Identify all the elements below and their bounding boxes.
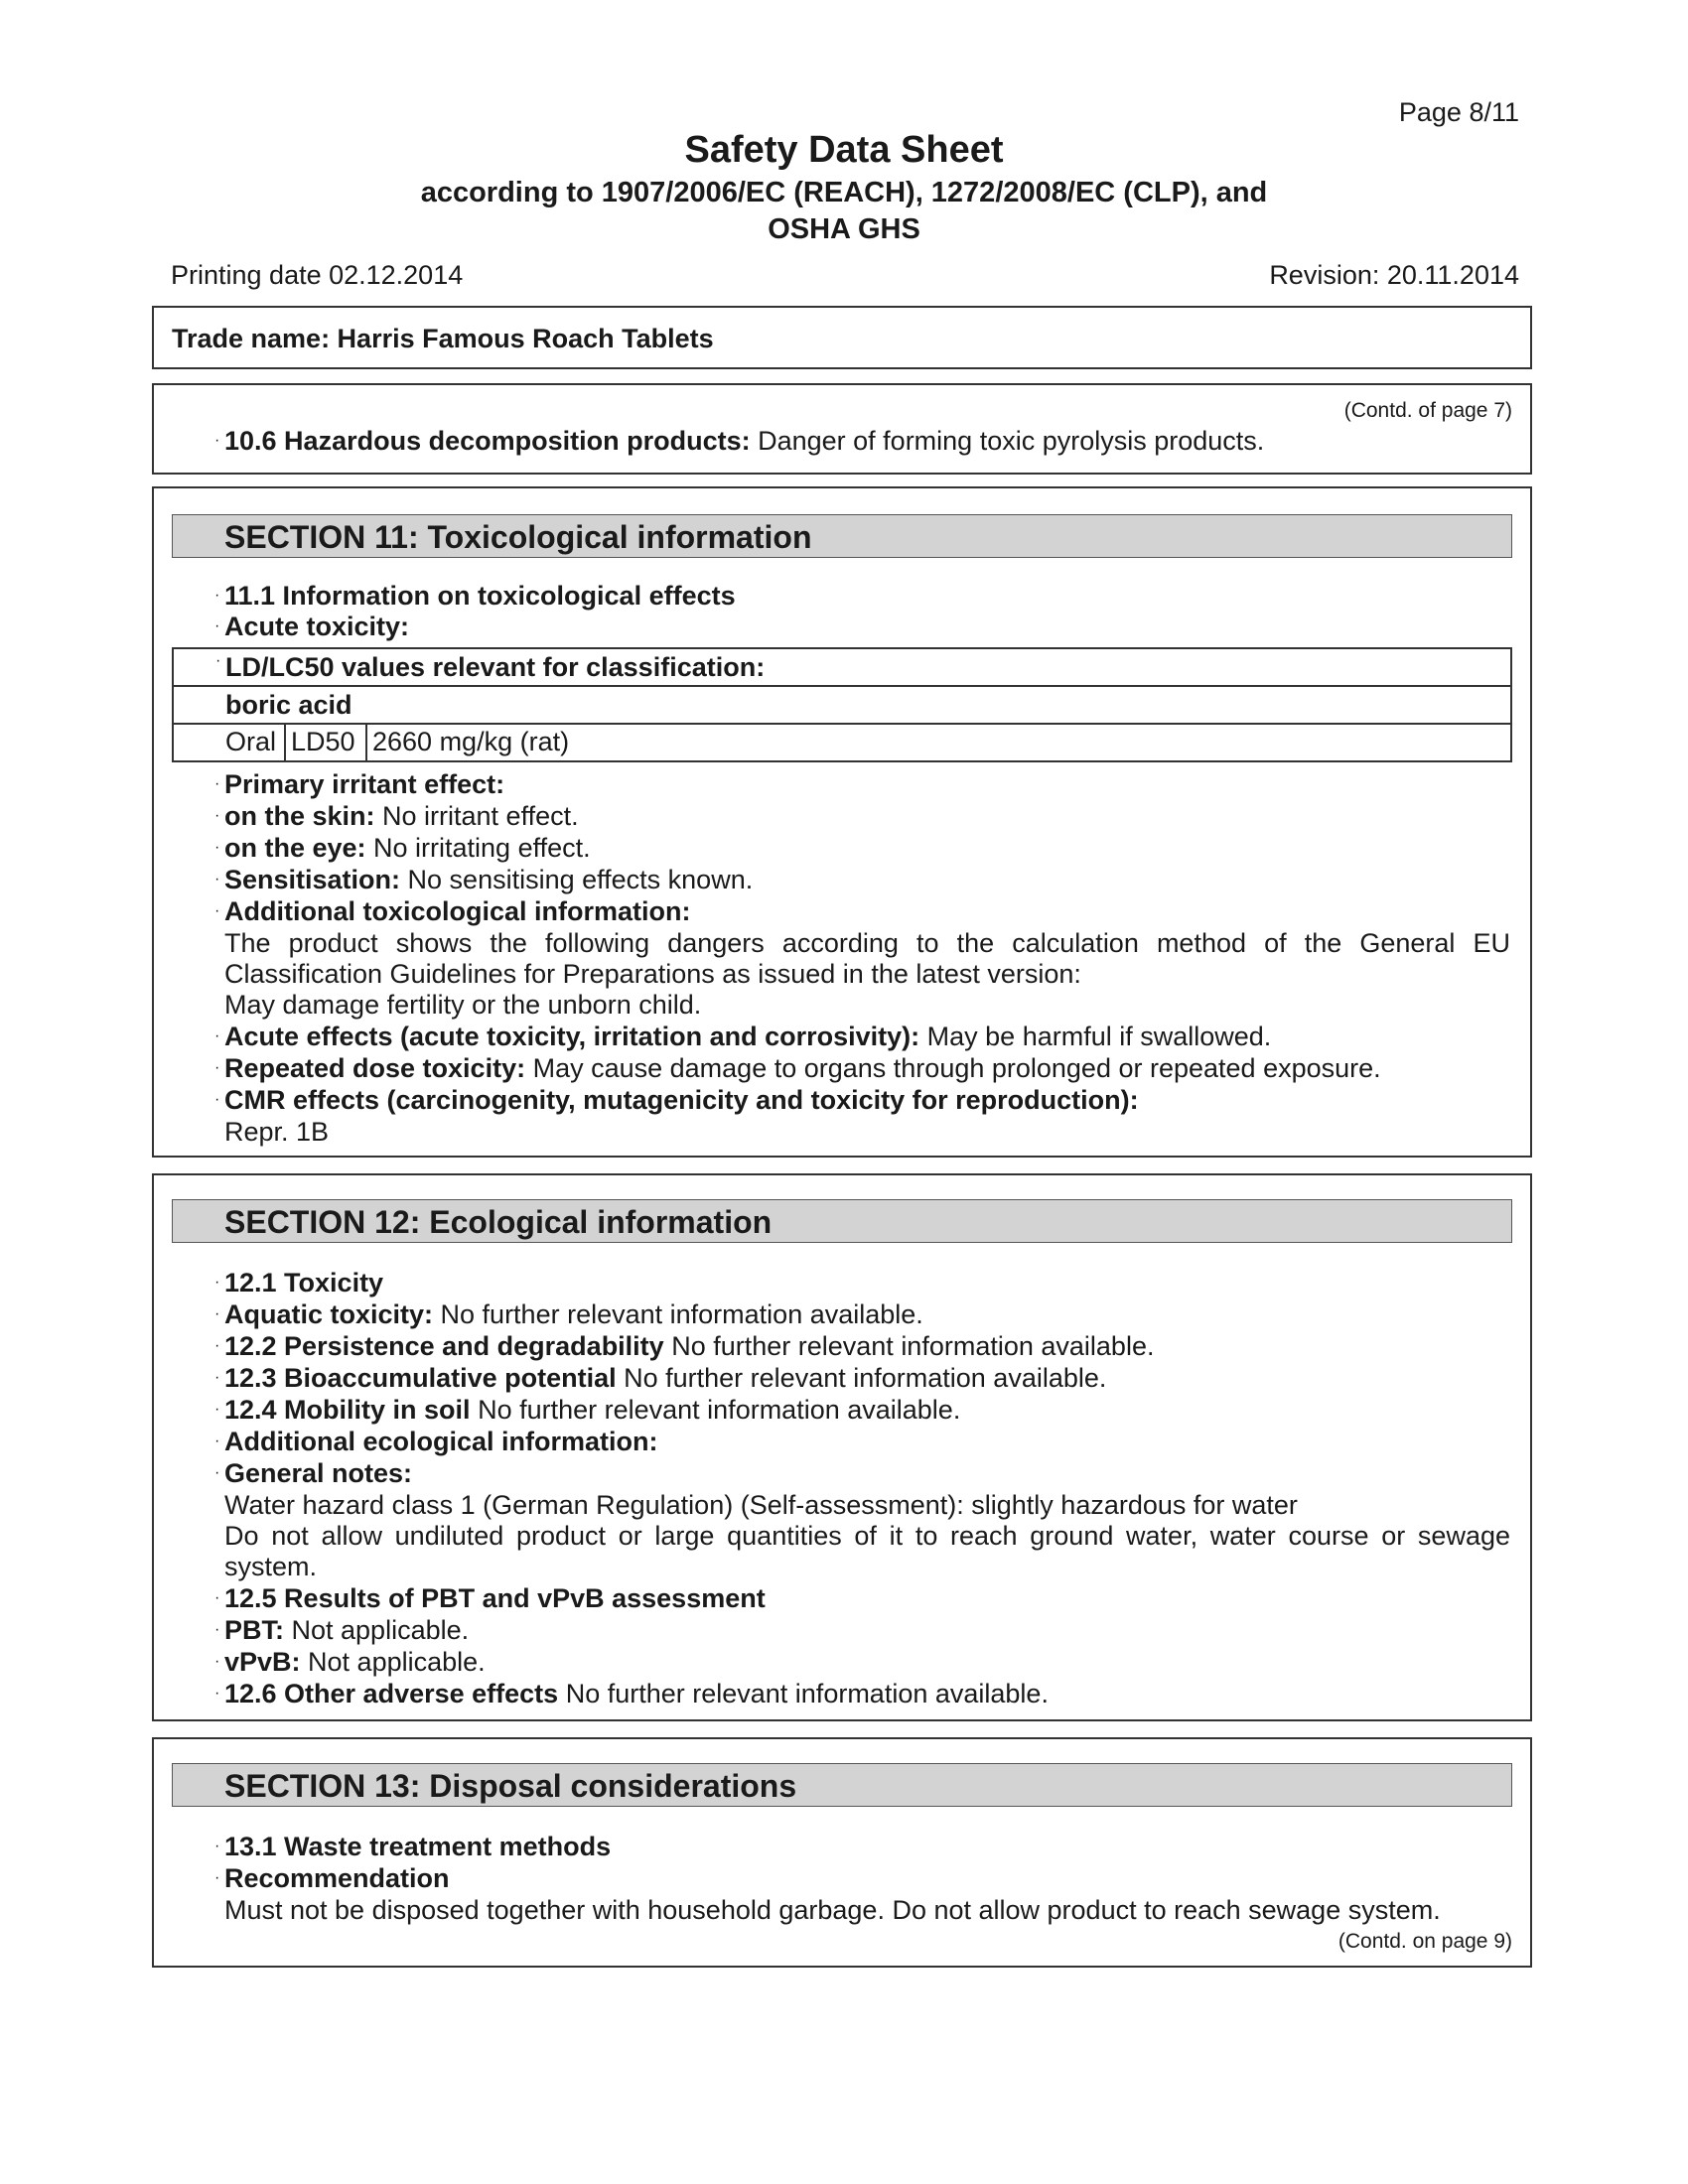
section-11-heading: SECTION 11: Toxicological information <box>172 514 1512 558</box>
page-number: Page 8/11 <box>1398 97 1519 127</box>
contd-from-note: (Contd. of page 7) <box>1343 399 1512 422</box>
document-subtitle <box>0 175 1688 248</box>
s12-general-text-3: system. <box>224 1552 318 1581</box>
s11-repeated-dose: · Repeated dose toxicity: May cause damage to organs through prolonged or repeated exposure. <box>214 1053 1381 1083</box>
contd-on-note: (Contd. on page 9) <box>1337 1930 1512 1953</box>
s11-primary-irritant: · Primary irritant effect: <box>214 769 505 799</box>
s11-additional-text-3: May damage fertility or the unborn child. <box>224 990 702 1020</box>
s12-pbt: · PBT: Not applicable. <box>214 1615 470 1645</box>
ld50-type: LD50 <box>291 727 355 756</box>
printing-date: Printing date 02.12.2014 <box>171 260 464 290</box>
s11-eye: · on the eye: No irritating effect. <box>214 833 591 863</box>
s12-vpvb: · vPvB: Not applicable. <box>214 1647 486 1677</box>
s13-recommendation-text: Must not be disposed together with household garbage. Do not allow product to reach sewage system. <box>224 1895 1441 1925</box>
section-13-heading: SECTION 13: Disposal considerations <box>172 1763 1512 1807</box>
s12-pbt-heading: · 12.5 Results of PBT and vPvB assessment <box>214 1583 766 1613</box>
trade-name: Trade name: Harris Famous Roach Tablets <box>172 324 714 353</box>
s11-additional-text-2: Classification Guidelines for Preparations as issued in the latest version: <box>224 959 1081 989</box>
subtitle-line-2: OSHA GHS <box>768 213 920 245</box>
s11-acute-effects: · Acute effects (acute toxicity, irritation and corrosivity): May be harmful if swallowed. <box>214 1022 1272 1051</box>
s11-cmr-text: Repr. 1B <box>224 1117 330 1147</box>
s11-info-effects: · 11.1 Information on toxicological effects <box>214 581 736 611</box>
s12-toxicity: · 12.1 Toxicity <box>214 1268 384 1297</box>
section-12 <box>152 1173 1532 1721</box>
s12-persistence: · 12.2 Persistence and degradability No further relevant information available. <box>214 1331 1155 1361</box>
s12-additional: · Additional ecological information: <box>214 1427 658 1456</box>
ld50-substance: boric acid <box>225 690 352 720</box>
ld50-value: 2660 mg/kg (rat) <box>372 727 570 756</box>
ld50-route: Oral <box>225 727 277 756</box>
document-title: Safety Data Sheet <box>684 129 1004 171</box>
ld50-table <box>172 647 1512 762</box>
hazardous-decomposition-line: · 10.6 Hazardous decomposition products: Danger of forming toxic pyrolysis products. <box>214 426 1265 456</box>
trade-name-box <box>152 306 1532 369</box>
s12-general-notes: · General notes: <box>214 1458 413 1488</box>
s12-other-effects: · 12.6 Other adverse effects No further relevant information available. <box>214 1679 1049 1708</box>
s13-recommendation: · Recommendation <box>214 1863 450 1893</box>
s11-skin: · on the skin: No irritant effect. <box>214 801 579 831</box>
s11-cmr-label: · CMR effects (carcinogenity, mutagenicity and toxicity for reproduction): <box>214 1085 1139 1115</box>
s11-sensitisation: · Sensitisation: No sensitising effects known. <box>214 865 754 894</box>
section-11 <box>152 486 1532 1158</box>
subtitle-line-1: according to 1907/2006/EC (REACH), 1272/2008/EC (CLP), and <box>420 177 1268 208</box>
s13-waste-methods: · 13.1 Waste treatment methods <box>214 1832 612 1861</box>
section-12-heading: SECTION 12: Ecological information <box>172 1199 1512 1243</box>
continued-box <box>152 383 1532 475</box>
s11-additional-text-1: The product shows the following dangers according to the calculation method of the General EU <box>224 928 1510 958</box>
s12-general-text-2: Do not allow undiluted product or large quantities of it to reach ground water, water course or sewage <box>224 1521 1510 1551</box>
s12-general-text-1: Water hazard class 1 (German Regulation) (Self-assessment): slightly hazardous for water <box>224 1490 1298 1520</box>
s12-bioaccumulative: · 12.3 Bioaccumulative potential No further relevant information available. <box>214 1363 1107 1393</box>
s12-mobility: · 12.4 Mobility in soil No further relevant information available. <box>214 1395 961 1425</box>
s12-aquatic: · Aquatic toxicity: No further relevant information available. <box>214 1299 923 1329</box>
section-13 <box>152 1737 1532 1968</box>
ld50-table-header: · LD/LC50 values relevant for classification: <box>215 652 766 682</box>
s11-acute-toxicity: · Acute toxicity: <box>214 612 410 641</box>
s11-additional-label: · Additional toxicological information: <box>214 896 691 926</box>
revision-date: Revision: 20.11.2014 <box>1269 260 1519 290</box>
